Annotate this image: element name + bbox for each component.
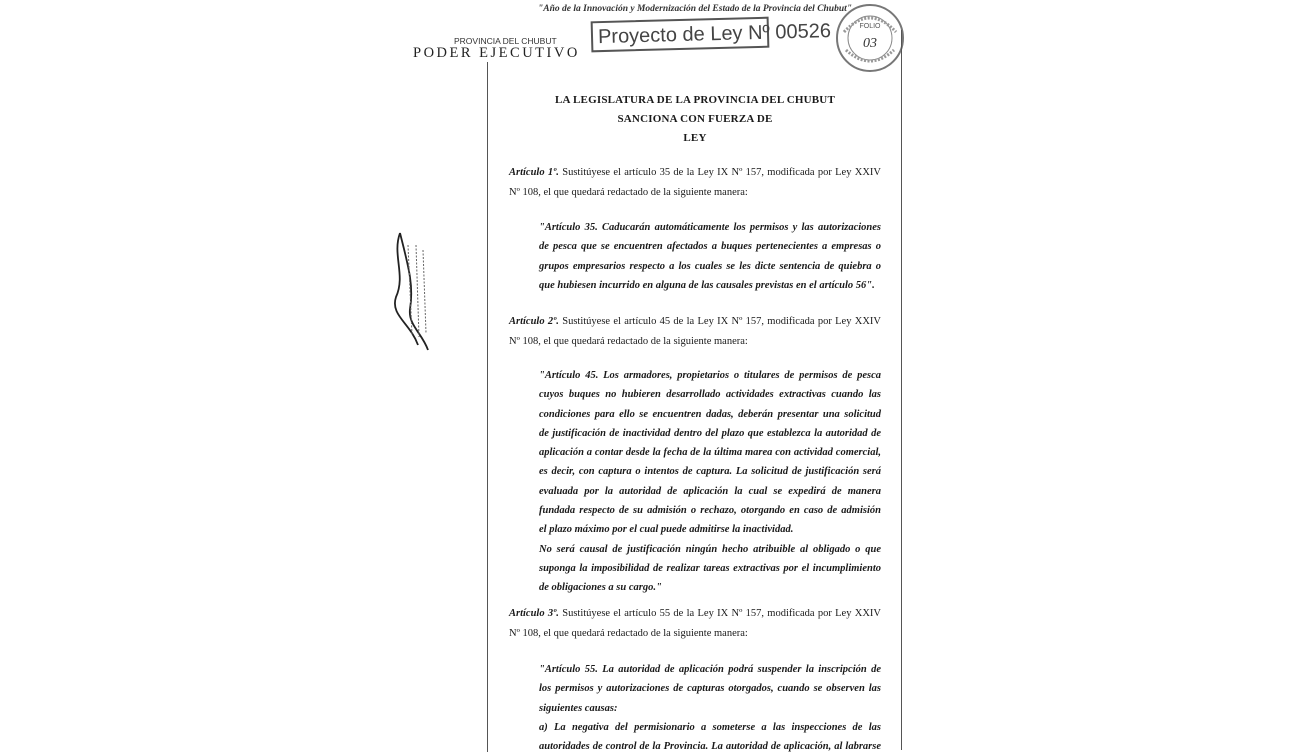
article-2-quote: "Artículo 45. Los armadores, propietarios o titulares de permisos de pesca cuyos buques no hubieren desarrollado actividades extractivas cuando las condiciones para ello se encuentren dadas, deberán presentar una solicitud de justificación de inactividad dentro del plazo que establezca la autoridad de aplicación a contar desde la fecha de la última marea con actividad comercial, es decir, con captura o intentos de captura. La solicitud de justificación será evaluada por la autoridad de aplicación la cual se expedirá de manera fundada respecto de su admisión o rechazo, otorgando en caso de admisión el plazo máximo por el cual puede admitirse la inactividad. No será causal de justificación ningún hecho atribuible al obligado o que suponga la imposibilidad de realizar tareas extractivas por el incumplimiento de obligaciones a su cargo."	[539, 370, 881, 594]
bill-number-stamp: Proyecto de Ley Nº 00526	[591, 17, 770, 53]
article-1-label: Artículo 1º.	[509, 167, 559, 178]
executive-label: PODER EJECUTIVO	[413, 45, 580, 61]
heading-line-1: LA LEGISLATURA DE LA PROVINCIA DEL CHUBUT	[554, 94, 835, 106]
folio-label: FOLIO	[859, 23, 881, 30]
folio-number: 03	[863, 36, 877, 51]
article-1-intro: Artículo 1º. Sustitúyese el artículo 35 de la Ley IX Nº 157, modificada por Ley XXIV Nº 108, el que quedará redactado de la siguiente manera:	[509, 167, 882, 198]
article-3-intro: Artículo 3º. Sustitúyese el artículo 55 de la Ley IX Nº 157, modificada por Ley XXIV Nº 108, el que quedará redactado de la siguiente manera:	[509, 608, 882, 639]
article-3-label: Artículo 3º.	[509, 608, 559, 619]
province-label: PROVINCIA DEL CHUBUT	[454, 36, 557, 46]
page-left-margin-line	[487, 62, 488, 752]
header-motto: "Año de la Innovación y Modernización del Estado de la Provincia del Chubut"	[538, 4, 853, 14]
page-right-margin-line	[901, 30, 902, 750]
article-2-label: Artículo 2º.	[509, 316, 559, 327]
article-2-intro: Artículo 2º. Sustitúyese el artículo 45 de la Ley IX Nº 157, modificada por Ley XXIV Nº 108, el que quedará redactado de la siguiente manera:	[509, 316, 882, 347]
heading-line-3: LEY	[683, 132, 707, 144]
folio-seal-stamp	[834, 2, 906, 74]
heading-line-2: SANCIONA CON FUERZA DE	[617, 113, 773, 125]
article-3-quote: "Artículo 55. La autoridad de aplicación podrá suspender la inscripción de los permisos y autorizaciones de capturas otorgados, cuando se observen las siguientes causas: a) La negativa del permisionario a someterse a las inspecciones de las autoridades de control de la Provincia. La autoridad de aplicación, al labrarse	[539, 664, 881, 753]
handwritten-signature	[388, 225, 448, 355]
article-1-quote: "Artículo 35. Caducarán automáticamente los permisos y las autorizaciones de pesca que se encuentren afectados a buques pertenecientes a empresas o grupos empresarios respecto a los cuales se les dicte sentencia de quiebra o que hubiesen incurrido en alguna de las causales previstas en el artículo 56".	[539, 222, 881, 291]
